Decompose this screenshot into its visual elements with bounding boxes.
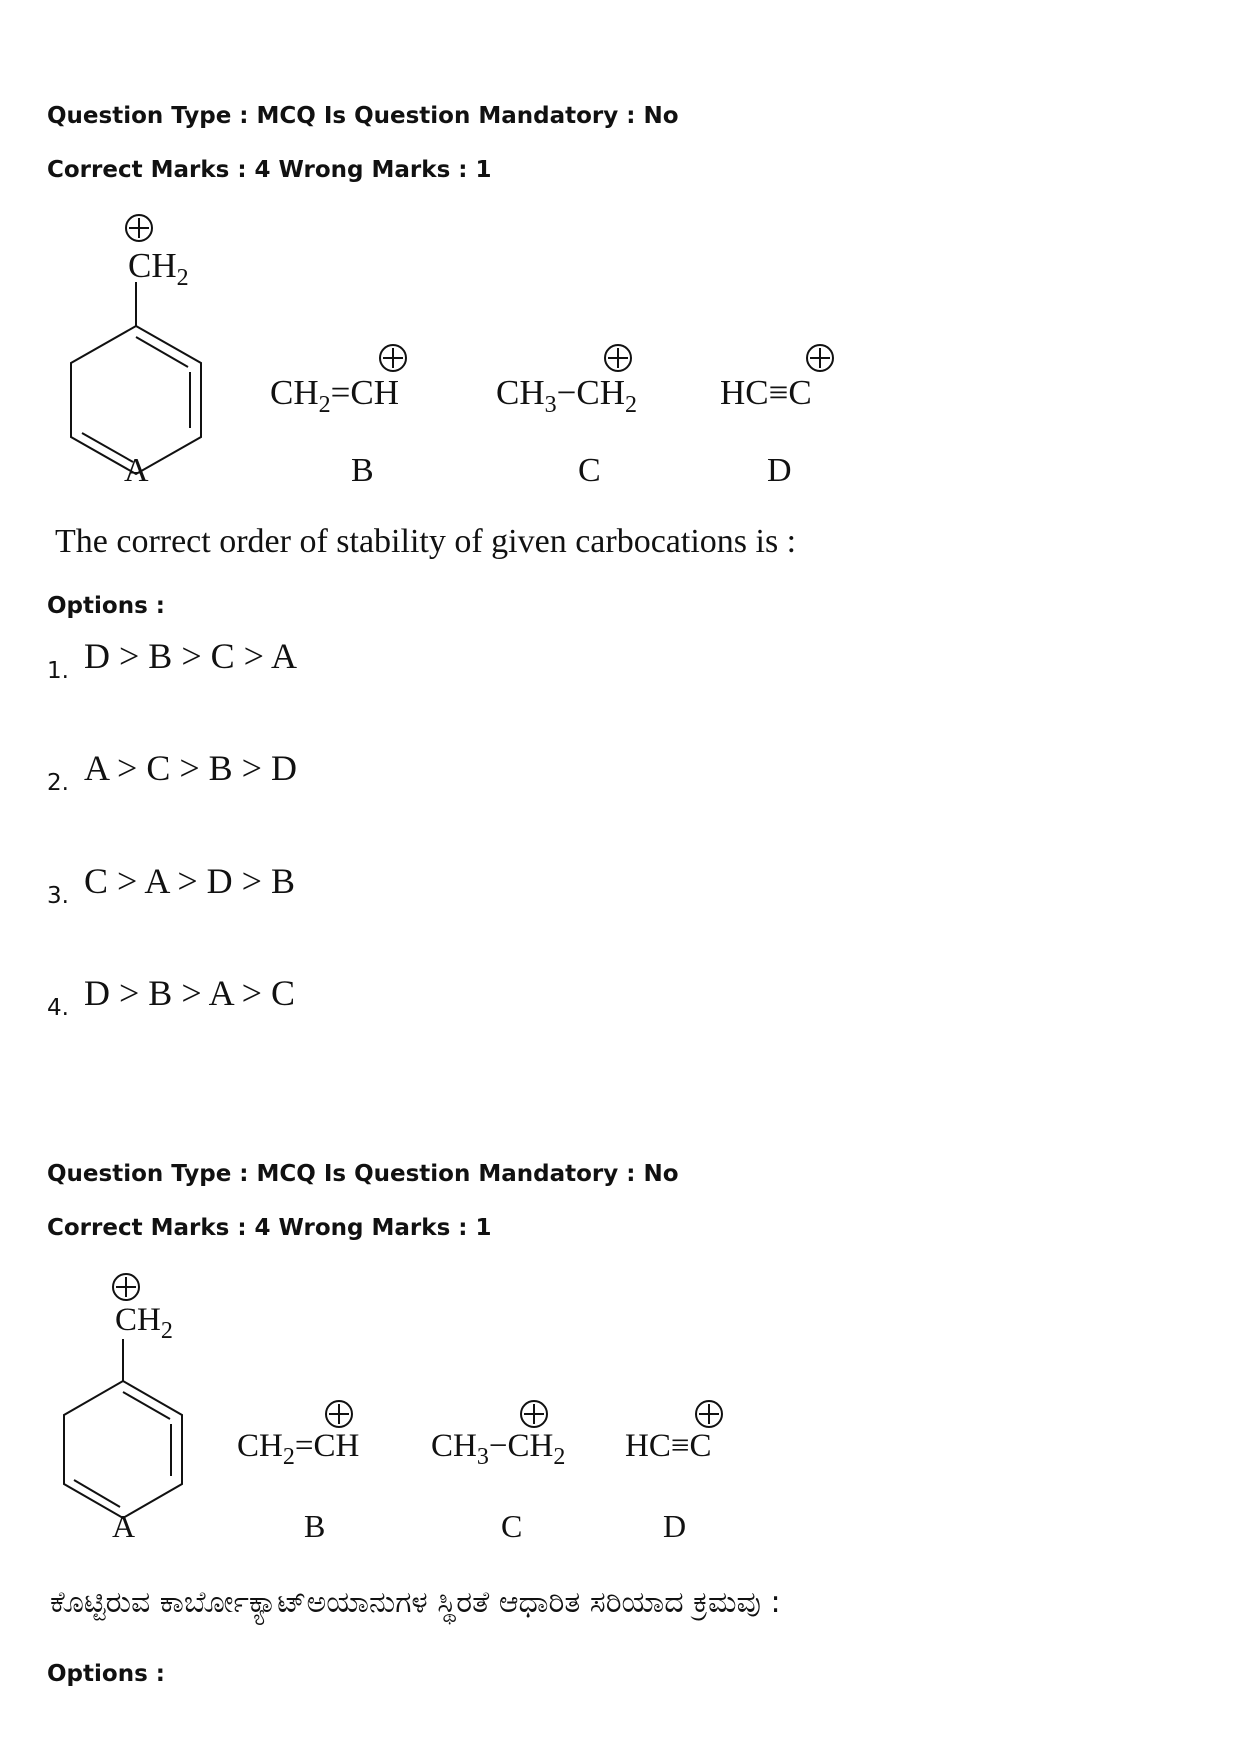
option-text: C > A > D > B [84,861,295,901]
label-d: D [767,452,792,489]
label-b: B [304,1508,326,1544]
marks-info: Correct Marks : 4 Wrong Marks : 1 [47,157,492,183]
ch2-group: $CH_2$ [128,246,189,291]
option-text: D > B > A > C [84,973,295,1013]
vinyl-formula: $CH_2=CH$ [237,1428,360,1470]
option-text: A > C > B > D [84,748,297,788]
option-number: 4. [47,995,69,1021]
option-number: 2. [47,770,69,796]
question-type: Question Type : MCQ Is Question Mandatory : No [47,1161,679,1187]
ch2-group: $CH_2$ [115,1302,173,1344]
label-c: C [501,1508,523,1544]
question-stem: ಕೊಟ್ಟಿರುವ ಕಾರ್ಬೋಕ್ಯಾಟ್ಅಯಾನುಗಳ ಸ್ಥಿರತೆ ಆಧಾರಿತ ಸರಿಯಾದ ಕ್ರಮವು : [50,1585,781,1620]
label-d: D [663,1508,687,1544]
options-heading: Options : [47,593,165,619]
label-a: A [112,1508,136,1544]
ethynyl-formula: HC≡C [625,1428,712,1464]
vinyl-formula: $CH_2=CH$ [270,373,399,418]
label-a: A [124,452,149,489]
marks-info: Correct Marks : 4 Wrong Marks : 1 [47,1215,492,1241]
option-number: 1. [47,658,69,684]
label-b: B [351,452,374,489]
option-text: D > B > C > A [84,636,297,676]
ethynyl-formula: HC≡C [720,373,812,412]
label-c: C [578,452,601,489]
ethyl-formula: $CH_3-CH_2$ [496,373,637,418]
options-heading: Options : [47,1661,165,1687]
charge-circle [0,0,1,1]
ethyl-formula: $CH_3-CH_2$ [431,1428,566,1470]
question-type: Question Type : MCQ Is Question Mandatory : No [47,103,679,129]
option-number: 3. [47,883,69,909]
question-stem: The correct order of stability of given carbocations is : [55,523,797,560]
